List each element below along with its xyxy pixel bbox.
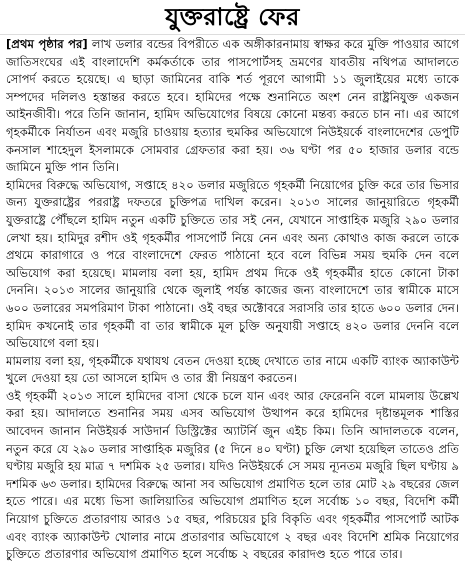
continued-from-front-page-label: [প্রথম পৃষ্ঠার পর] bbox=[6, 37, 88, 51]
paragraph-2: হামিদের বিরুদ্ধে অভিযোগ, সপ্তাহে ৪২০ ডলার মজুরিতে গৃহকর্মী নিয়োগের চুক্তি করে তার ভিসার জন্য যুক্তরাষ্ট্রের পররাষ্ট্র দফতরে চুক্তিপত্র দাখিল করেন। ২০১৩ সালের জানুয়ারিতে গৃহকর্মী যুক্তরাষ্ট্রে পৌঁছলে হামিদ নতুন একটি চুক্তিতে তার সই নেন, যেখানে সাপ্তাহিক মজুরি ২৯০ ডলার লেখা হয়। হামিদুর রশীদ ওই গৃহকর্মীর পাসপোর্ট নিয়ে নেন এবং অন্য কোথাও কাজ করলে তাকে প্রথমে কারাগারে ও পরে বাংলাদেশে ফেরত পাঠানো হবে বলে বিভিন্ন সময় হুমকি দেন বলে অভিযোগ করা হয়েছে। মামলায় বলা হয়, হামিদ প্রথম দিকে ওই গৃহকর্মীর হাতে কোনো টাকা দেননি। ২০১৩ সালের জানুয়ারি থেকে জুলাই পর্যন্ত কাজের জন্য বাংলাদেশে তার স্বামীকে মাসে ৬০০ ডলারের সমপরিমাণ টাকা পাঠানো। ওই বছর অক্টোবরে সরাসরি তার হাতে ৬০০ ডলার দেন। হামিদ কখনোই তার গৃহকর্মী বা তার স্বামীকে মূল চুক্তি অনুযায়ী সপ্তাহে ৪২০ ডলার দেননি বলে অভিযোগে বলা হয়। bbox=[6, 177, 459, 351]
paragraph-4: ওই গৃহকর্মী ২০১৩ সালে হামিদের বাসা থেকে চলে যান এবং আর ফেরেননি বলে মামলায় উল্লেখ করা হয়। আদালতে শুনানির সময় এসব অভিযোগ উত্থাপন করে হামিদের দৃষ্টান্তমূলক শাস্তির আবেদন জানান নিউইয়র্ক সাউদার্ন ডিস্ট্রিক্টের অ্যাটর্নি জুন এইচ কিম। তিনি আদালতকে বলেন, নতুন করে যে ২৯০ ডলার সাপ্তাহিক মজুরির (৫ দিনে ৪০ ঘণ্টা) চুক্তি লেখা হয়েছিল তাতেও প্রতি ঘণ্টায় মজুরি হয় মাত্র ৭ দশমিক ২৫ ডলার। যদিও নিউইয়র্কে সে সময় ন্যূনতম মজুরি ছিল ঘণ্টায় ৯ দশমিক ৬৩ ডলার। হামিদের বিরুদ্ধে আনা সব অভিযোগ প্রমাণিত হলে তার মোট ২৯ বছরের জেল হতে পারে। এর মধ্যে ভিসা জালিয়াতির অভিযোগ প্রমাণিত হলে সর্বোচ্চ ১০ বছর, বিদেশি কর্মী নিয়োগ চুক্তিতে প্রতারণায় আরও ১৫ বছর, পরিচয়ের চুরি বিকৃতি এবং গৃহকর্মীর পাসপোর্ট আটক এবং ব্যাংক অ্যাকাউন্ট খোলার নামে প্রতারণার অভিযোগে ২ বছর এবং বিদেশি শ্রমিক নিয়োগের চুক্তিতে প্রতারণার অভিযোগ প্রমাণিত হলে সর্বোচ্চ ২ বছরের কারাদণ্ড হতে পারে তার। bbox=[6, 388, 459, 562]
paragraph-1: লাখ ডলার বন্ডের বিপরীতে এক অঙ্গীকারনামায় স্বাক্ষর করে মুক্তি পাওয়ার আগে জাতিসংঘের এই বাংলাদেশি কর্মকর্তাকে তার পাসপোর্টসহ ভ্রমণের যাবতীয় নথিপত্র আদালতে সোপর্দ করতে হয়েছে। এ ছাড়া জামিনের বাকি শর্ত পূরণে আগামী ১১ জুলাইয়ের মধ্যে তাকে সম্পদের দলিলও হস্তান্তর করতে হবে। হামিদের পক্ষে শুনানিতে অংশ নেন রাষ্ট্রনিযুক্ত একজন আইনজীবী। পরে তিনি জানান, হামিদ অভিযোগের বিষয়ে কোনো মন্তব্য করতে চান না। এর আগে গৃহকর্মীকে নির্যাতন এবং মজুরি চাওয়ায় হত্যার হুমকির অভিযোগে নিউইয়র্কে বাংলাদেশের ডেপুটি কনসাল শাহেদুল ইসলামকে সোমবার গ্রেফতার করা হয়। ৩৬ ঘণ্টা পর ৫০ হাজার ডলার বন্ডে জামিনে মুক্তি পান তিনি। bbox=[6, 37, 459, 175]
article-headline: যুক্তরাষ্ট্রে ফের bbox=[0, 0, 465, 35]
paragraph-3: মামলায় বলা হয়, গৃহকর্মীকে যথাযথ বেতন দেওয়া হচ্ছে দেখাতে তার নামে একটি ব্যাংক অ্যাকাউন্ট খুলে দেওয়া হয় তো আসলে হামিদ ও তার স্ত্রী নিয়ন্ত্রণ করতেন। bbox=[6, 353, 459, 386]
article-body bbox=[6, 36, 459, 567]
